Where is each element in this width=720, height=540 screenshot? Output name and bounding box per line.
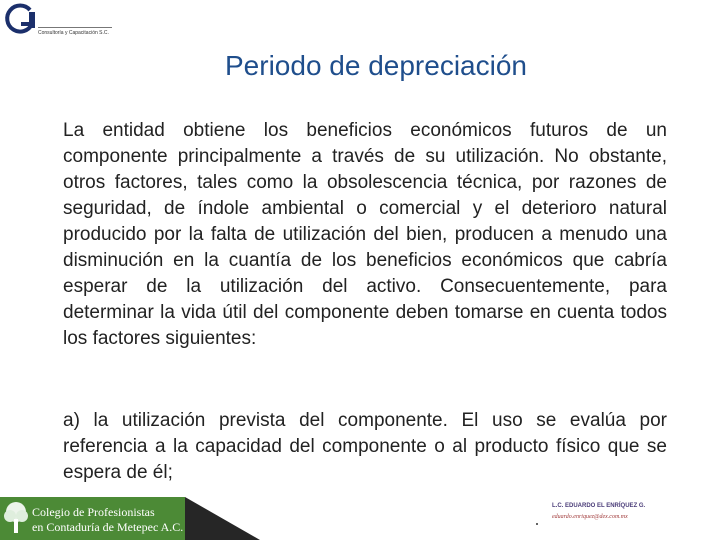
- tree-icon: [2, 501, 30, 535]
- slide-paragraph-2: a) la utilización prevista del componente. El uso se evalúa por referencia a la capacidad del componente o al producto físico que se espera de él;: [63, 410, 667, 483]
- presenter-name: L.C. EDUARDO EL ENRÍQUEZ G.: [552, 503, 646, 509]
- footer-org-line-2: en Contaduría de Metepec A.C.: [32, 520, 184, 534]
- footer-dot: [536, 523, 538, 525]
- company-logo: [2, 2, 122, 42]
- logo-divider: [38, 27, 112, 28]
- slide-paragraph-1: La entidad obtiene los beneficios económicos futuros de un componente principalmente a través de su utilización. No obstante, otros factores, tales como la obsolescencia técnica, por razones de seguridad, de índole ambiental o comercial y el deterioro natural producido por la falta de utilización del bien, producen a menudo una disminución en la cuantía de los beneficios económicos que cabría esperar de la utilización del activo. Consecuentemente, para determinar la vida útil del componente deben tomarse en cuenta todos los factores siguientes:: [63, 120, 667, 349]
- footer-organization-logo: [0, 497, 185, 540]
- presenter-email: eduardo.enriquez@dex.com.mx: [552, 514, 628, 520]
- logo-caption: Consultoría y Capacitación S.C.: [38, 30, 109, 36]
- footer-org-line-1: Colegio de Profesionistas: [32, 505, 155, 519]
- slide-title: Periodo de depreciación: [225, 50, 527, 81]
- g-logo-icon: [2, 2, 38, 38]
